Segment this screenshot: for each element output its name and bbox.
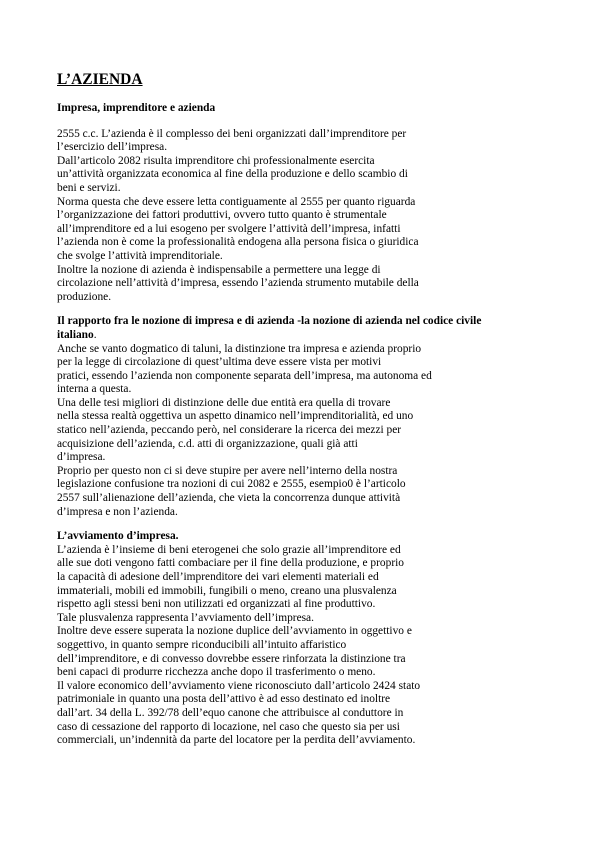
text-line: alle sue doti vengono fatti combaciare per il fine della produzione, e proprio (57, 557, 404, 570)
section-body (57, 544, 557, 748)
text-line: commerciali, un’indennità da parte del locatore per la perdita dell’avviamento. (57, 734, 416, 747)
section-heading: L’avviamento d’impresa. (57, 530, 179, 543)
text-line: soggettivo, in quanto sempre riconducibili all’intuito affaristico (57, 638, 347, 651)
text-line: per la legge di circolazione di quest’ultima deve essere vista per motivi (57, 356, 382, 369)
text-line: circolazione nell’attività d’impresa, essendo l’azienda strumento mutabile della (57, 277, 419, 290)
text-line: interna a questa. (57, 383, 132, 396)
text-line: un’attività organizzata economica al fine della produzione e dello scambio di (57, 168, 408, 181)
section-heading-line-2 (57, 329, 557, 343)
document-page (57, 70, 557, 759)
text-line: che svolge l’attività imprenditoriale. (57, 249, 223, 262)
text-line: nella stessa realtà oggettiva un aspetto dinamico nell’imprenditorialità, ed uno (57, 410, 414, 423)
text-line: beni e servizi. (57, 181, 121, 194)
text-line: legislazione confusione tra nozioni di cui 2082 e 2555, esempio0 è l’articolo (57, 478, 406, 491)
text-line: Inoltre deve essere superata la nozione duplice dell’avviamento in oggettivo e (57, 625, 412, 638)
text-line: beni capaci di produrre ricchezza anche dopo il trasferimento o meno. (57, 666, 376, 679)
section-body (57, 128, 557, 305)
text-line: Inoltre la nozione di azienda è indispensabile a permettere una legge di (57, 263, 381, 276)
text-line: l’azienda non è come la professionalità endogena alla persona fisica o giuridica (57, 236, 419, 249)
text-line: immateriali, mobili ed immobili, fungibili o meno, creano una plusvalenza (57, 584, 397, 597)
section-heading-line-1: Il rapporto fra le nozione di impresa e di azienda -la nozione di azienda nel codice civile (57, 315, 482, 328)
text-line: pratici, essendo l’azienda non componente separata dell’impresa, ma autonoma ed (57, 369, 432, 382)
text-line: Norma questa che deve essere letta contiguamente al 2555 per quanto riguarda (57, 195, 416, 208)
text-line: acquisizione dell’azienda, c.d. atti di organizzazione, quali già atti (57, 437, 358, 450)
section-avviamento-impresa (57, 530, 557, 748)
text-line: rispetto agli stessi beni non utilizzati ed organizzati al fine produttivo. (57, 598, 376, 611)
text-line: patrimoniale in quanto una posta dell’attivo è ad esso destinato ed inoltre (57, 693, 391, 706)
section-rapporto-impresa-azienda (57, 315, 557, 519)
section-heading-period: . (93, 328, 97, 341)
text-line: Anche se vanto dogmatico di taluni, la distinzione tra impresa e azienda proprio (57, 342, 422, 355)
section-heading-line-2-text: italiano (57, 328, 94, 341)
text-line: produzione. (57, 290, 112, 303)
text-line: d’impresa. (57, 451, 106, 464)
text-line: la capacità di adesione dell’imprenditore dei vari elementi materiali ed (57, 571, 379, 583)
text-line: Tale plusvalenza rappresenta l’avviamento dell’impresa. (57, 611, 314, 624)
text-line: l’esercizio dell’impresa. (57, 141, 168, 154)
text-line: Il valore economico dell’avviamento viene riconosciuto dall’articolo 2424 stato (57, 679, 421, 692)
text-line: dall’art. 34 della L. 392/78 dell’equo canone che attribuisce al conduttore in (57, 706, 404, 719)
text-line: l’organizzazione dei fattori produttivi, ovvero tutto quanto è strumentale (57, 209, 387, 222)
text-line: Dall’articolo 2082 risulta imprenditore chi professionalmente esercita (57, 154, 375, 167)
text-line: 2555 c.c. L’azienda è il complesso dei beni organizzati dall’imprenditore per (57, 127, 407, 140)
section-heading (57, 315, 557, 342)
text-line: L’azienda è l’insieme di beni eterogenei che solo grazie all’imprenditore ed (57, 543, 401, 556)
section-body (57, 343, 557, 520)
text-line: caso di cessazione del rapporto di locazione, nel caso che questo sia per usi (57, 720, 400, 733)
section-impresa-imprenditore-azienda (57, 102, 557, 304)
document-title: L’AZIENDA (57, 71, 143, 88)
text-line: dell’imprenditore, e di convesso dovrebbe essere rinforzata la distinzione tra (57, 652, 406, 665)
text-line: statico nell’azienda, peccando però, nel considerare la ricerca dei mezzi per (57, 424, 402, 437)
text-line: Una delle tesi migliori di distinzione delle due entità era quella di trovare (57, 396, 391, 409)
text-line: all’imprenditore ed a lui esogeno per svolgere l’attività dell’impresa, infatti (57, 222, 401, 235)
text-line: d’impresa e non l’azienda. (57, 505, 178, 518)
text-line: 2557 sull’alienazione dell’azienda, che vieta la concorrenza dunque attività (57, 492, 401, 505)
section-heading: Impresa, imprenditore e azienda (57, 102, 216, 114)
text-line: Proprio per questo non ci si deve stupire per avere nell’interno della nostra (57, 464, 398, 477)
